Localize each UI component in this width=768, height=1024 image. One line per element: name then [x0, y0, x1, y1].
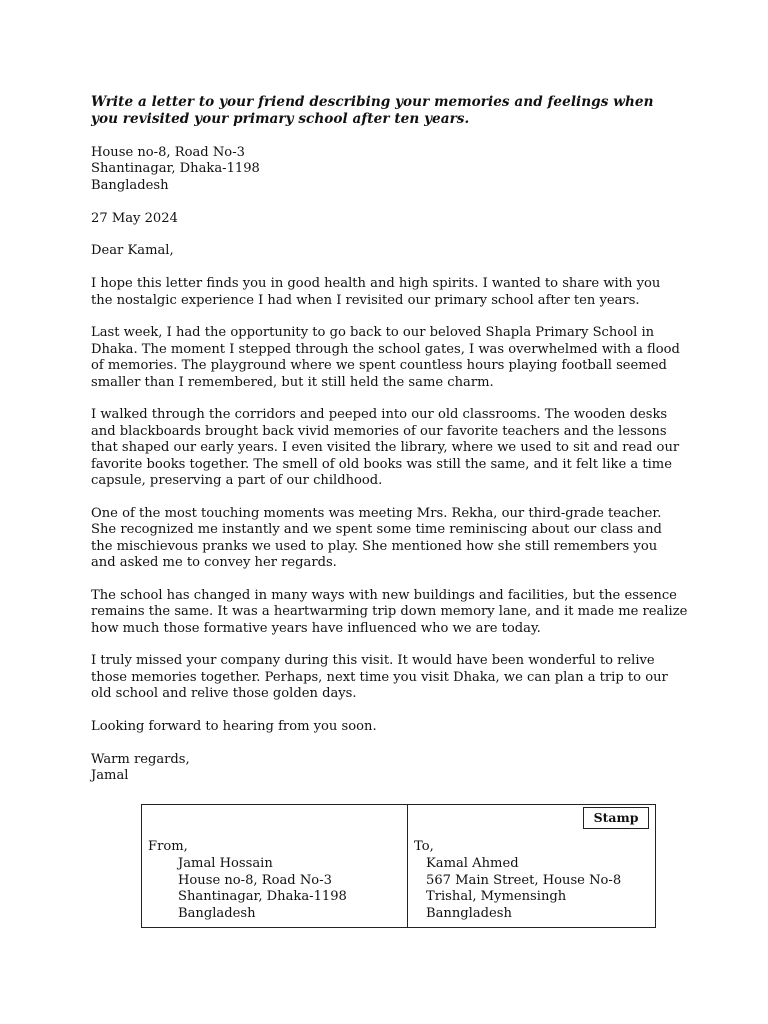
question-title	[91, 94, 691, 128]
date-text: 27 May 2024	[91, 210, 178, 226]
signature-text: Jamal	[91, 768, 129, 784]
paragraph-line: Dhaka. The moment I stepped through the school gates, I was overwhelmed with a flood	[91, 341, 680, 357]
paragraph-line: and blackboards brought back vivid memories of our favorite teachers and the lessons	[91, 423, 667, 439]
paragraph-line: I truly missed your company during this visit. It would have been wonderful to relive	[91, 653, 655, 669]
to-line: 567 Main Street, House No-8	[426, 872, 622, 888]
paragraph-line: the mischievous pranks we used to play. She mentioned how she still remembers you	[91, 538, 658, 554]
address-line: Shantinagar, Dhaka-1198	[91, 161, 260, 177]
closing-text: Warm regards,	[91, 751, 190, 767]
title-line: Write a letter to your friend describing your memories and feelings when	[91, 94, 654, 110]
to-line: Kamal Ahmed	[426, 855, 519, 871]
from-label: From,	[148, 839, 188, 854]
envelope-divider	[407, 805, 408, 927]
paragraph-line: of memories. The playground where we spent countless hours playing football seemed	[91, 358, 667, 374]
paragraph-line: the nostalgic experience I had when I revisited our primary school after ten years.	[91, 292, 640, 308]
paragraph-line: old school and relive those golden days.	[91, 686, 357, 702]
paragraph-line: One of the most touching moments was meeting Mrs. Rekha, our third-grade teacher.	[91, 505, 662, 521]
letter-page	[91, 94, 691, 785]
from-line: Jamal Hossain	[178, 855, 273, 871]
to-line: Trishal, Mymensingh	[426, 889, 567, 905]
paragraph-line: how much those formative years have influenced who we are today.	[91, 620, 541, 636]
paragraph-line: and asked me to convey her regards.	[91, 555, 337, 571]
to-line: Banngladesh	[426, 906, 512, 922]
address-line: Bangladesh	[91, 177, 169, 193]
from-line: Shantinagar, Dhaka-1198	[178, 889, 347, 905]
paragraph	[91, 719, 691, 735]
from-line: House no-8, Road No-3	[178, 872, 332, 888]
sign-off	[91, 752, 691, 785]
paragraph-line: those memories together. Perhaps, next time you visit Dhaka, we can plan a trip to our	[91, 669, 668, 685]
address-line: House no-8, Road No-3	[91, 145, 245, 160]
salutation	[91, 243, 691, 259]
letter-body	[91, 145, 691, 785]
paragraph-line: She recognized me instantly and we spent some time reminiscing about our class and	[91, 522, 662, 538]
paragraph-line: remains the same. It was a heartwarming trip down memory lane, and it made me realize	[91, 604, 688, 620]
salutation-text: Dear Kamal,	[91, 243, 174, 259]
from-line: Bangladesh	[178, 906, 256, 922]
paragraph	[91, 276, 691, 309]
to-label: To,	[414, 839, 434, 854]
from-address	[148, 839, 347, 923]
title-line: you revisited your primary school after ten years.	[91, 111, 470, 127]
paragraph-line: smaller than I remembered, but it still held the same charm.	[91, 374, 494, 390]
paragraph	[91, 588, 691, 637]
paragraph-line: Last week, I had the opportunity to go back to our beloved Shapla Primary School in	[91, 325, 655, 341]
paragraph	[91, 407, 691, 489]
paragraph-line: I hope this letter finds you in good health and high spirits. I wanted to share with you	[91, 276, 661, 292]
paragraph-line: I walked through the corridors and peeped into our old classrooms. The wooden desks	[91, 407, 668, 423]
paragraph-line: capsule, preserving a part of our childhood.	[91, 473, 383, 489]
paragraph	[91, 653, 691, 702]
envelope-box	[141, 804, 656, 928]
letter-date	[91, 211, 691, 227]
paragraph-line: Looking forward to hearing from you soon.	[91, 719, 377, 735]
paragraph-line: that shaped our early years. I even visited the library, where we used to sit and read our	[91, 440, 680, 456]
paragraph-line: The school has changed in many ways with new buildings and facilities, but the essence	[91, 587, 677, 603]
sender-address	[91, 145, 691, 194]
paragraph-line: favorite books together. The smell of old books was still the same, and it felt like a time	[91, 456, 672, 472]
paragraph	[91, 506, 691, 572]
stamp-box: Stamp	[583, 807, 649, 829]
paragraph	[91, 325, 691, 391]
to-address	[414, 839, 621, 923]
